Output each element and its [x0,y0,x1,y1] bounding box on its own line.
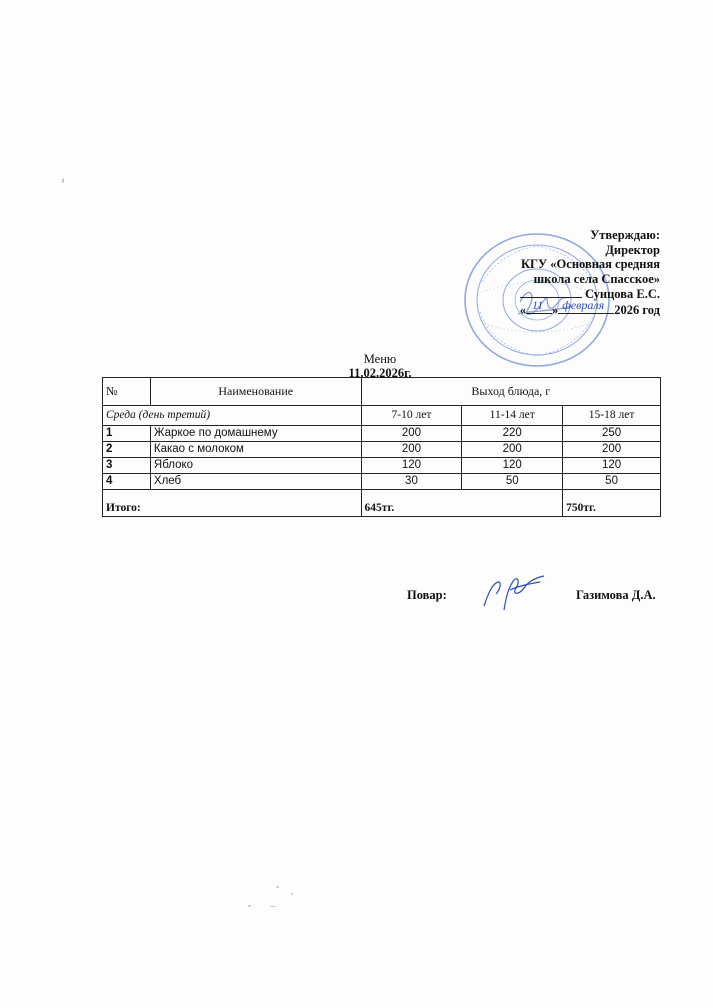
approval-org-line-1: КГУ «Основная средняя [520,257,660,271]
portion-15-18: 120 [563,458,661,474]
portion-11-14: 220 [462,426,563,442]
dish-name: Хлеб [150,474,361,490]
header-output: Выход блюда, г [361,378,660,406]
cook-label: Повар: [407,588,447,602]
date-month-handwritten: февраля [562,297,605,312]
portion-15-18: 50 [563,474,661,490]
scan-speck [291,893,293,895]
row-number: 4 [103,474,151,490]
date-quote-close: » [552,302,559,317]
portion-7-10: 120 [361,458,462,474]
approval-position: Директор [605,242,660,257]
director-name: Сунцова Е.С. [584,287,660,301]
scan-speck [248,905,251,907]
table-header-row [103,378,661,406]
scan-speck [270,906,276,907]
scan-speck [276,886,279,888]
portion-15-18: 200 [563,442,661,458]
header-name: Наименование [150,378,361,406]
menu-title [300,352,460,380]
table-total-row [103,501,661,517]
row-number: 2 [103,442,151,458]
total-price-1: 645тг. [361,501,563,517]
date-day-blank [526,297,552,314]
table-row [103,442,661,458]
approval-block [520,228,660,317]
portion-11-14: 120 [462,458,563,474]
approval-org-line-2: школа села Спасское» [533,271,660,286]
total-price-2: 750тг. [563,501,661,517]
table-row [103,474,661,490]
approval-heading: Утверждаю: [590,228,660,242]
row-number: 3 [103,458,151,474]
table-day-row [103,406,661,426]
day-label: Среда (день третий) [103,406,362,426]
table-row [103,426,661,442]
total-label: Итого: [103,501,362,517]
portion-7-10: 30 [361,474,462,490]
signature-blank [520,286,582,298]
cook-signature-text: Гф [548,610,550,611]
row-number: 1 [103,426,151,442]
header-number: № [103,378,151,406]
cook-name: Газимова Д.А. [576,588,656,602]
date-month-blank [558,297,614,314]
cook-signature [478,572,550,612]
date-day-handwritten: 11 [532,297,544,312]
menu-table [102,377,661,517]
dish-name: Какао с молоком [150,442,361,458]
menu-heading: Меню [363,352,397,366]
approval-date-line [519,297,660,318]
table-row [103,458,661,474]
dish-name: Яблоко [150,458,361,474]
portion-15-18: 250 [563,426,661,442]
scan-speck [62,178,64,183]
date-year: 2026 год [614,302,660,317]
portion-7-10: 200 [361,442,462,458]
age-group-7-10: 7-10 лет [361,406,462,426]
menu-date: 11.02.2026г. [348,366,412,380]
age-group-11-14: 11-14 лет [462,406,563,426]
portion-7-10: 200 [361,426,462,442]
dish-name: Жаркое по домашнему [150,426,361,442]
age-group-15-18: 15-18 лет [563,406,661,426]
portion-11-14: 50 [462,474,563,490]
table-spacer-row [103,490,661,502]
date-quote-open: « [519,302,527,317]
portion-11-14: 200 [462,442,563,458]
